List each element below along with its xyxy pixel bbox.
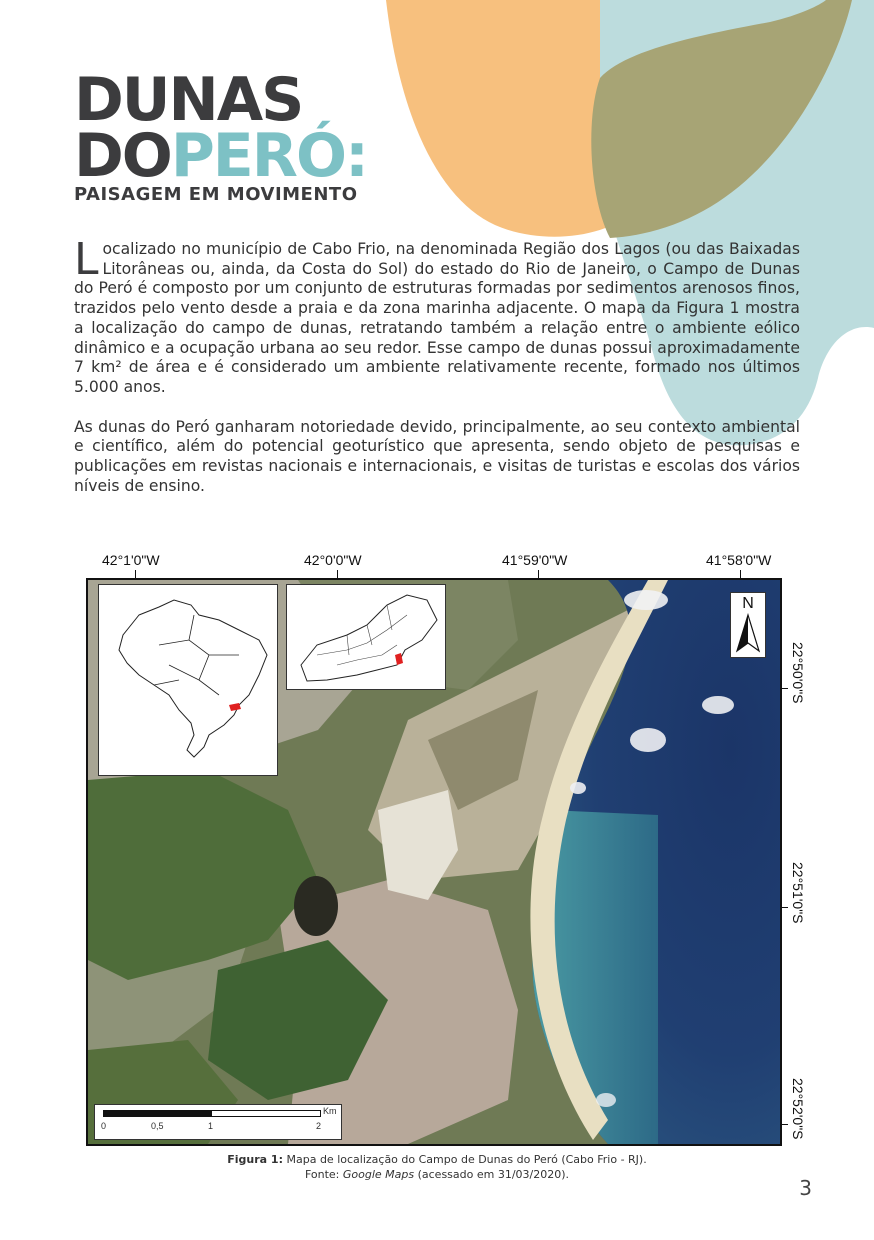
scale-unit: Km <box>323 1106 337 1116</box>
tick-top-4 <box>740 570 741 578</box>
title-subtitle: PAISAGEM EM MOVIMENTO <box>74 184 358 205</box>
scale-seg-2 <box>158 1111 212 1116</box>
coord-right-2: 22°51'0"S <box>790 862 806 924</box>
figure-caption <box>0 1152 874 1182</box>
caption-source-italic: Google Maps <box>342 1168 415 1181</box>
scale-label-2: 2 <box>316 1121 322 1131</box>
scale-label-1: 1 <box>208 1121 214 1131</box>
page-number: 3 <box>799 1176 812 1200</box>
scale-label-0: 0 <box>101 1121 107 1131</box>
caption-label: Figura 1: <box>227 1153 283 1166</box>
scale-seg-3 <box>212 1111 320 1116</box>
brazil-outline <box>99 585 277 775</box>
caption-line-1 <box>0 1152 874 1167</box>
coord-top-4: 41°58'0"W <box>706 552 772 568</box>
caption-line-2 <box>0 1167 874 1182</box>
paragraph-1-text: ocalizado no município de Cabo Frio, na denominada Região dos Lagos (ou das Baixadas Litorâneas ou, ainda, da Costa do Sol) do estado do Rio de Janeiro, o Campo de Dunas do Peró é composto por um conjunto de estruturas formadas por sedimentos arenosos finos, trazidos pelo vento desde a praia e da zona marinha adjacente. O mapa da Figura 1 mostra a localização do campo de dunas, retratando também a relação entre o ambiente eólico dinâmico e a ocupação urbana ao seu redor. Esse campo de dunas possui aproximadamente 7 km² de área e é considerado um ambiente relativamente recente, formado nos últimos 5.000 anos. <box>74 240 800 396</box>
rj-state-inset-map <box>286 584 446 690</box>
caption-text: Mapa de localização do Campo de Dunas do Peró (Cabo Frio - RJ). <box>283 1153 647 1166</box>
brazil-inset-map <box>98 584 278 776</box>
caption-source-prefix: Fonte: <box>304 1168 343 1181</box>
scale-bar <box>94 1104 342 1140</box>
title-line-2 <box>74 121 367 191</box>
page-title <box>74 65 367 205</box>
north-arrow-icon <box>731 613 765 653</box>
north-arrow <box>730 592 766 658</box>
scale-label-05: 0,5 <box>151 1121 164 1131</box>
satellite-map <box>86 578 782 1146</box>
scale-bar-track <box>103 1110 321 1117</box>
tick-top-3 <box>538 570 539 578</box>
tick-top-1 <box>135 570 136 578</box>
paragraph-2: As dunas do Peró ganharam notoriedade devido, principalmente, ao seu contexto ambiental e científico, além do potencial geoturístico que apresenta, sendo objeto de pesquisas e publicações em revistas nacionais e internacionais, e visitas de turistas e escolas dos vários níveis de ensino. <box>74 417 800 495</box>
coord-right-3: 22°52'0"S <box>790 1078 806 1140</box>
north-label: N <box>742 595 754 612</box>
tick-top-2 <box>337 570 338 578</box>
drop-cap: L <box>74 234 99 285</box>
title-line-1: DUNAS <box>74 65 303 135</box>
coord-right-1: 22°50'0"S <box>790 642 806 704</box>
rj-state-outline <box>287 585 445 689</box>
caption-source-suffix: (acessado em 31/03/2020). <box>414 1168 570 1181</box>
body-text <box>74 234 800 496</box>
coord-top-2: 42°0'0"W <box>304 552 362 568</box>
coord-top-3: 41°59'0"W <box>502 552 568 568</box>
scale-seg-1 <box>104 1111 158 1116</box>
title-line-2-accent: PERÓ: <box>170 121 367 191</box>
paragraph-1 <box>74 234 800 398</box>
coord-top-1: 42°1'0"W <box>102 552 160 568</box>
title-line-2-dark: DO <box>74 121 171 191</box>
